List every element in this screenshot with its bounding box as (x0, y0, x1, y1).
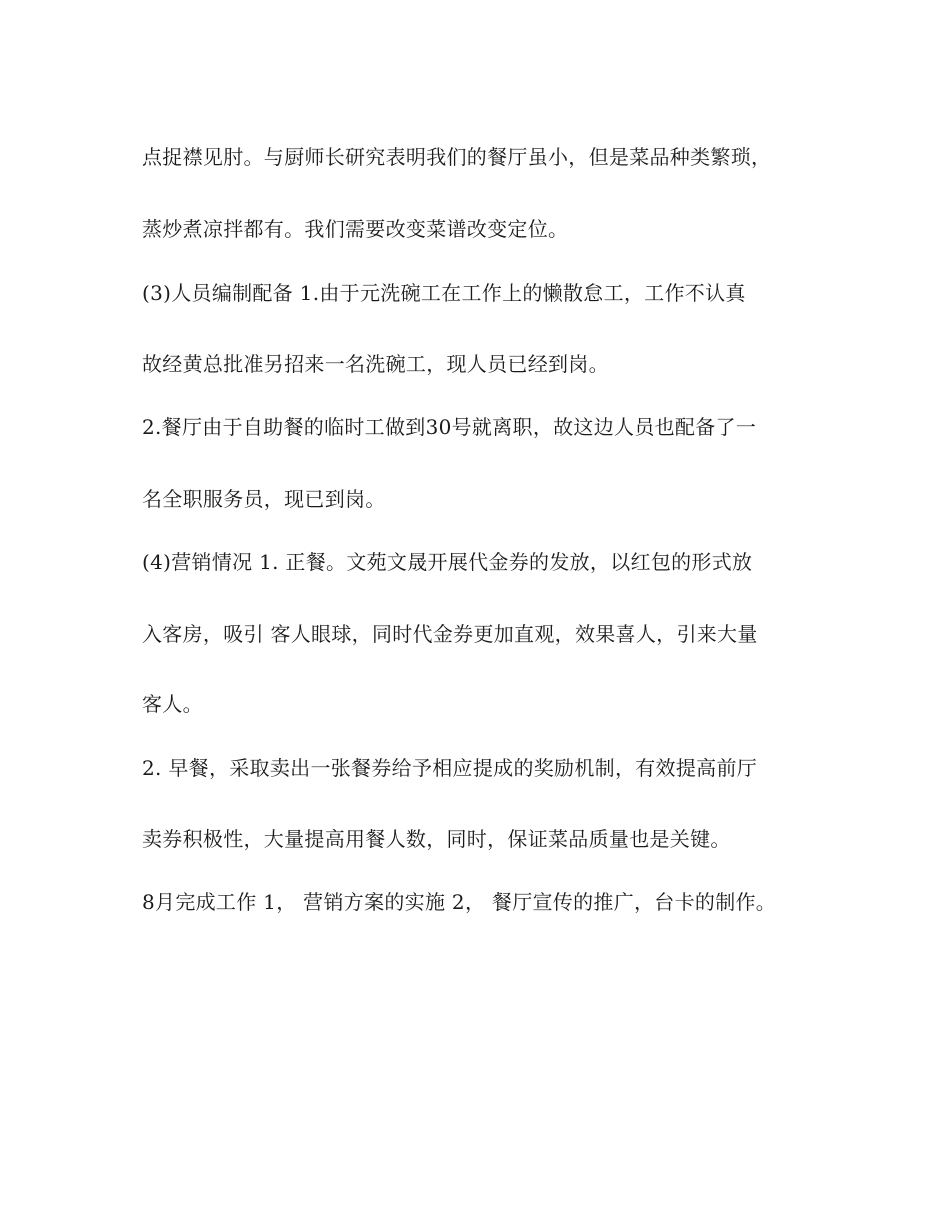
text-line: 2. 早餐，采取卖出一张餐券给予相应提成的奖励机制，有效提高前厅 (142, 756, 758, 780)
text-line: (3)人员编制配备 1.由于元洗碗工在工作上的懒散怠工，工作不认真 (142, 281, 746, 305)
text-line: 蒸炒煮凉拌都有。我们需要改变菜谱改变定位。 (142, 217, 569, 241)
text-line: 2.餐厅由于自助餐的临时工做到30号就离职，故这边人员也配备了一 (142, 415, 757, 439)
text-line: 入客房，吸引 客人眼球，同时代金券更加直观，效果喜人，引来大量 (142, 622, 758, 646)
text-line: 故经黄总批准另招来一名洗碗工，现人员已经到岗。 (142, 352, 609, 376)
text-line: (4)营销情况 1. 正餐。文苑文晟开展代金券的发放，以红包的形式放 (142, 550, 753, 574)
text-line: 8月完成工作 1， 营销方案的实施 2， 餐厅宣传的推广，台卡的制作。 (142, 890, 777, 914)
text-line: 点捉襟见肘。与厨师长研究表明我们的餐厅虽小，但是菜品种类繁琐， (142, 145, 772, 169)
text-line: 卖券积极性，大量提高用餐人数，同时，保证菜品质量也是关键。 (142, 827, 731, 851)
text-line: 名全职服务员，现已到岗。 (142, 487, 386, 511)
text-line: 客人。 (142, 692, 203, 716)
